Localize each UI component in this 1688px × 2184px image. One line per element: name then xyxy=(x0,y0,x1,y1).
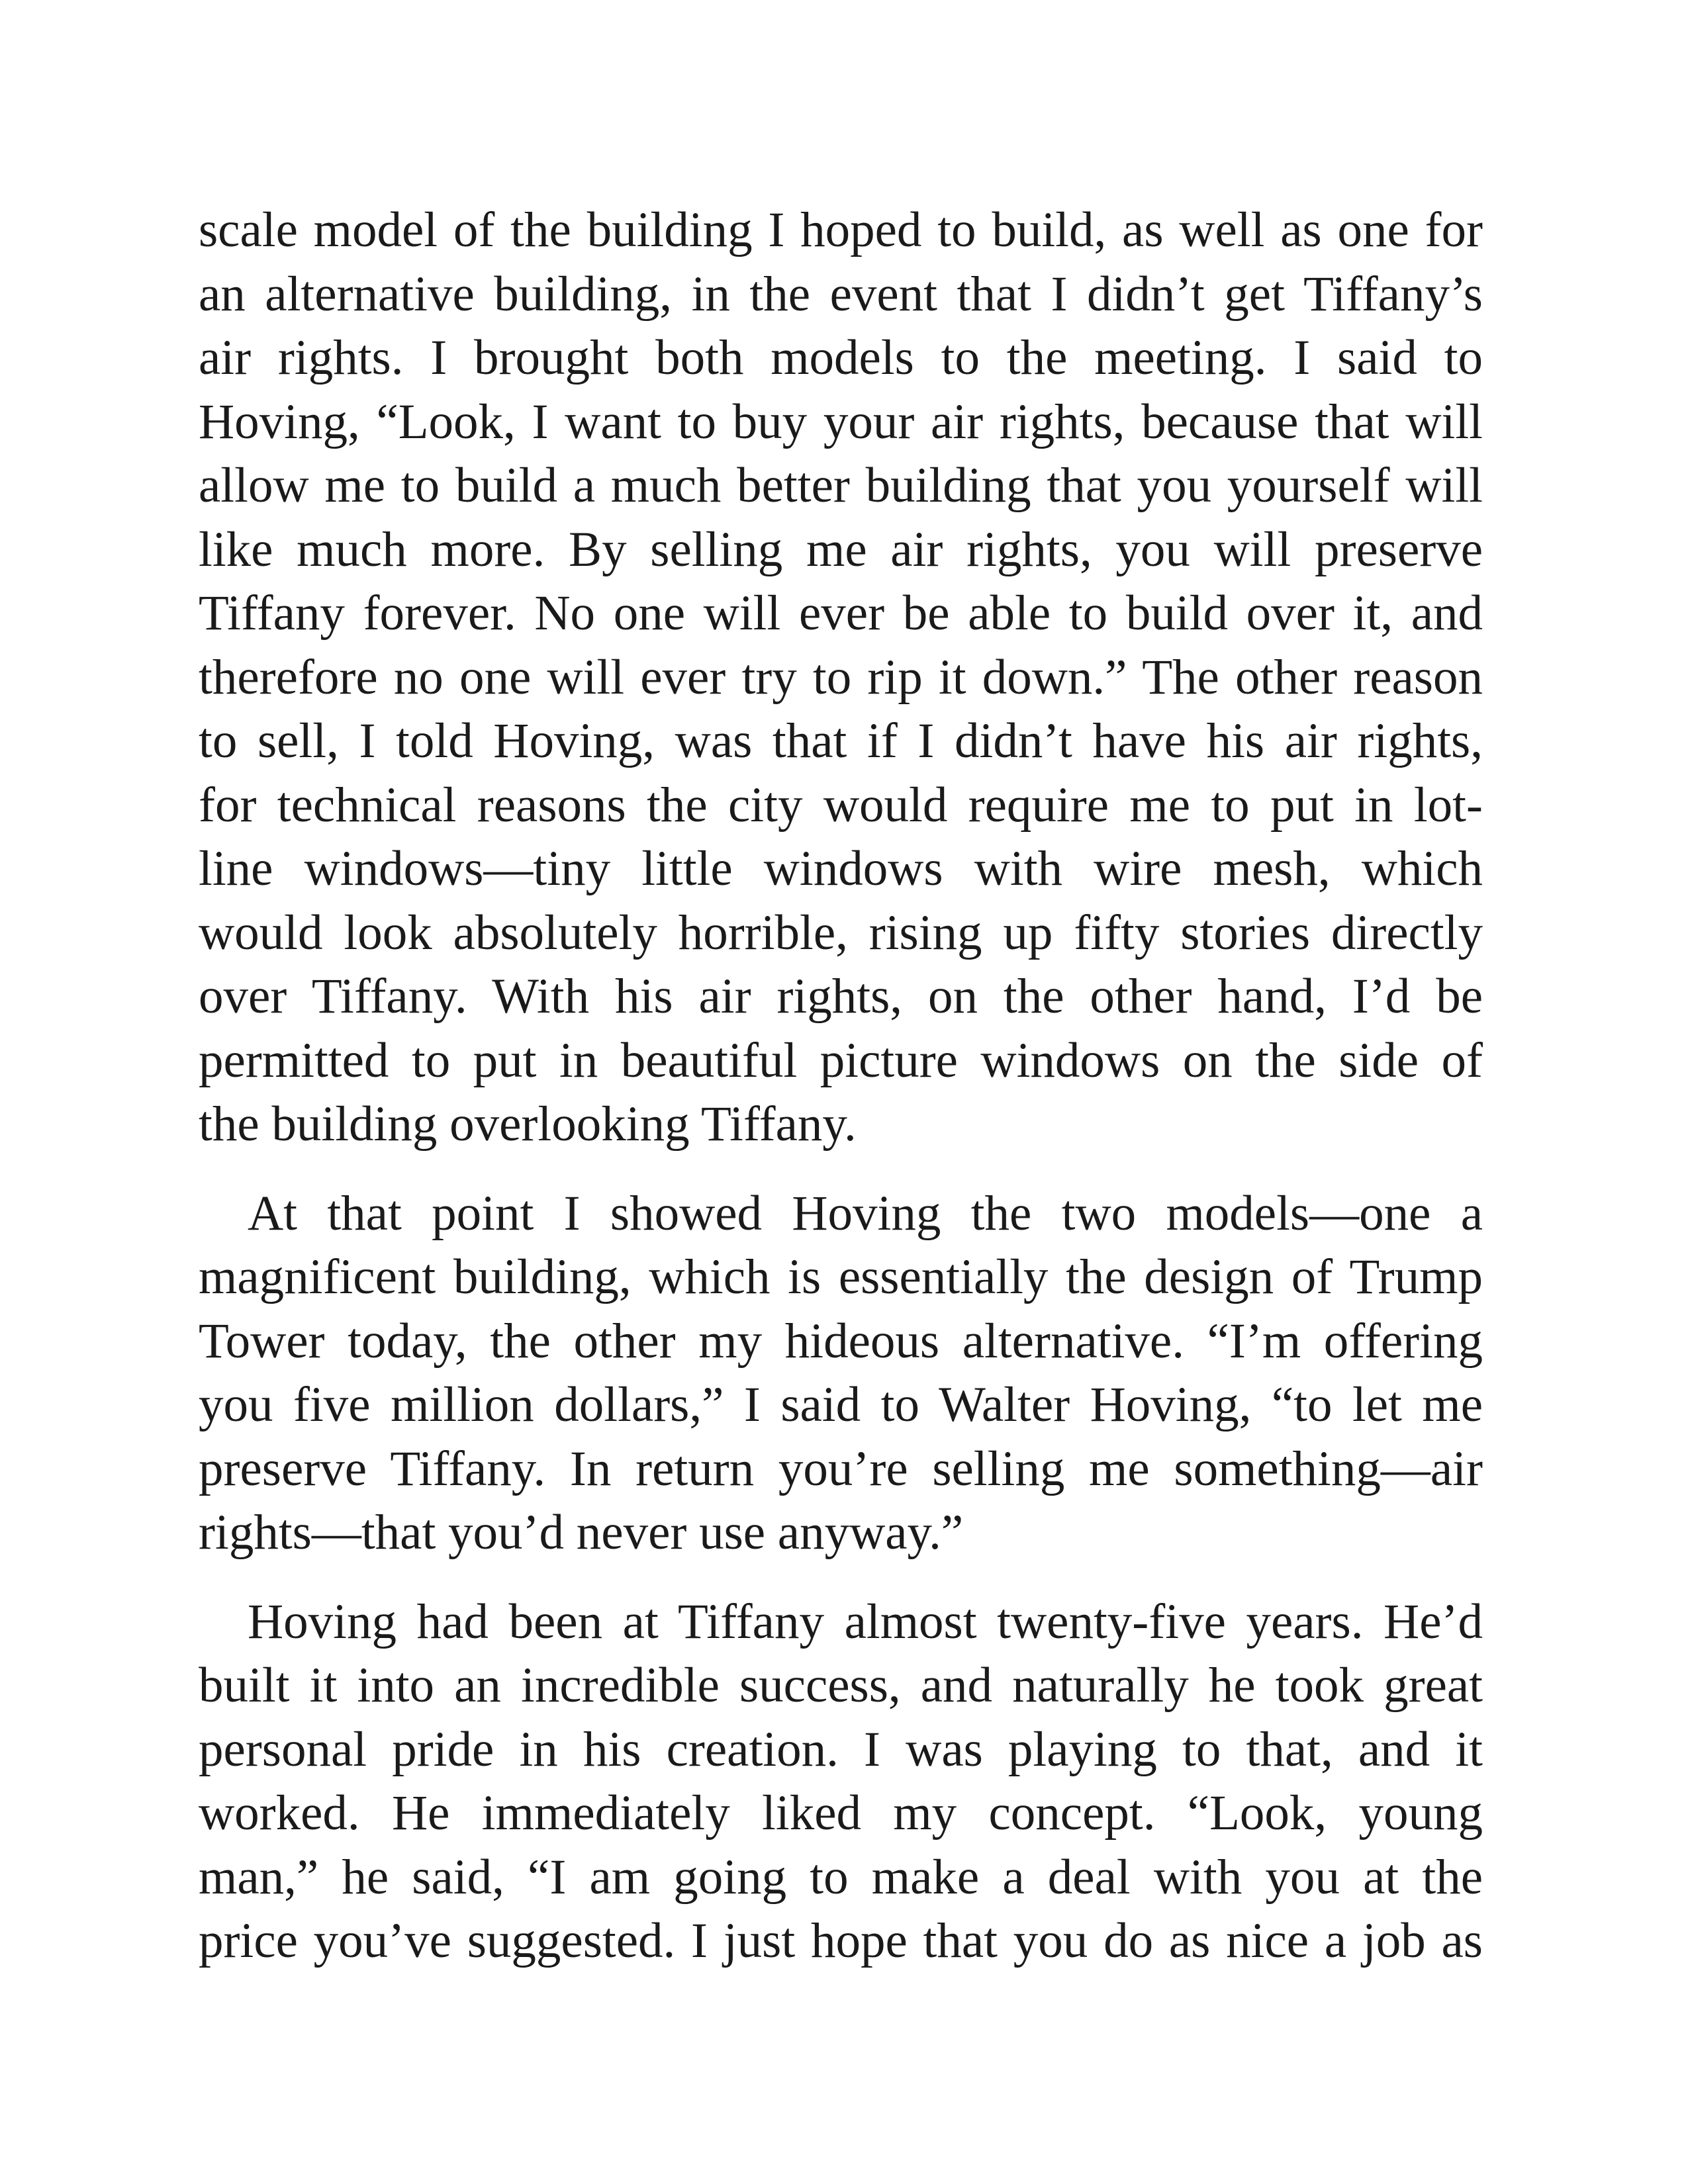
paragraph-3 xyxy=(199,1590,1483,1974)
text-line: price you’ve suggested. I just hope that you do as nice a job as xyxy=(199,1913,1483,1968)
text-line: line windows—tiny little windows with wire mesh, which xyxy=(199,841,1483,896)
text-line: would look absolutely horrible, rising up fifty stories directly xyxy=(199,905,1483,960)
text-line: over Tiffany. With his air rights, on the other hand, I’d be xyxy=(199,969,1483,1024)
text-line: At that point I showed Hoving the two models—one a xyxy=(248,1185,1483,1241)
text-line: preserve Tiffany. In return you’re selling me something—air xyxy=(199,1441,1483,1496)
text-line: magnificent building, which is essentially the design of Trump xyxy=(199,1250,1483,1304)
text-line: like much more. By selling me air rights, you will preserve xyxy=(199,522,1483,577)
text-line: man,” he said, “I am going to make a deal with you at the xyxy=(199,1849,1483,1905)
text-line: scale model of the building I hoped to build, as well as one for xyxy=(199,203,1483,257)
text-line: the building overlooking Tiffany. xyxy=(199,1097,857,1152)
text-line: an alternative building, in the event that I didn’t get Tiffany’s xyxy=(199,266,1483,322)
text-line: therefore no one will ever try to rip it down.” The other reason xyxy=(199,649,1483,705)
text-line: for technical reasons the city would require me to put in lot- xyxy=(199,777,1483,833)
text-line: worked. He immediately liked my concept. “Look, young xyxy=(199,1786,1483,1841)
text-line: you five million dollars,” I said to Walter Hoving, “to let me xyxy=(199,1377,1483,1432)
text-line: personal pride in his creation. I was playing to that, and it xyxy=(199,1721,1483,1777)
text-line: permitted to put in beautiful picture windows on the side of xyxy=(199,1032,1483,1088)
paragraph-1 xyxy=(199,199,1483,1157)
text-line: air rights. I brought both models to the meeting. I said to xyxy=(199,330,1483,385)
text-line: Tiffany forever. No one will ever be able to build over it, and xyxy=(199,586,1483,641)
text-line: Hoving had been at Tiffany almost twenty-five years. He’d xyxy=(248,1594,1483,1649)
text-line: Tower today, the other my hideous alternative. “I’m offering xyxy=(199,1313,1483,1369)
text-line: Hoving, “Look, I want to buy your air rights, because that will xyxy=(199,394,1483,449)
paragraph-2 xyxy=(199,1182,1483,1565)
body-text xyxy=(199,199,1483,1974)
text-line: built it into an incredible success, and naturally he took great xyxy=(199,1658,1483,1713)
text-line: allow me to build a much better building that you yourself will xyxy=(199,458,1483,513)
text-line: rights—that you’d never use anyway.” xyxy=(199,1505,964,1560)
text-line: to sell, I told Hoving, was that if I didn’t have his air rights, xyxy=(199,713,1483,768)
